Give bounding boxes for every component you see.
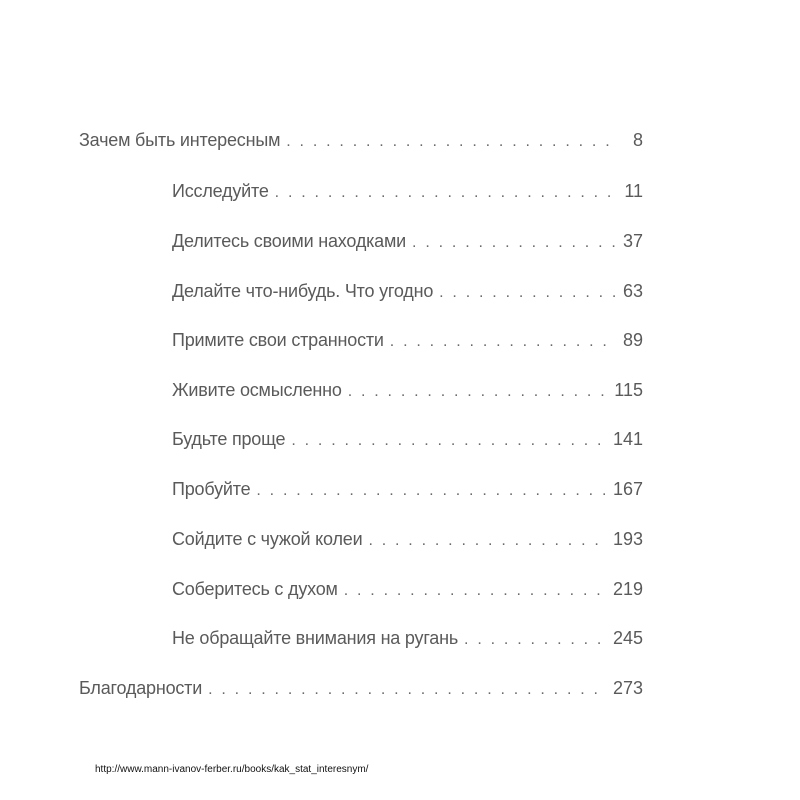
toc-entry-title: Живите осмысленно — [172, 380, 342, 400]
toc-entry — [172, 226, 643, 256]
toc-entry-page: 273 — [612, 678, 643, 698]
dot-leader — [464, 625, 607, 655]
toc-entry-page: 193 — [612, 529, 643, 549]
dot-leader — [439, 278, 615, 308]
toc-entry-page: 11 — [624, 181, 643, 201]
dot-leader — [291, 426, 607, 456]
toc-entry-page: 8 — [632, 130, 643, 150]
toc-entry-title: Будьте проще — [172, 429, 286, 449]
dot-leader — [412, 228, 615, 258]
toc-entry — [172, 623, 643, 653]
toc-entry-page: 115 — [614, 380, 643, 400]
dot-leader — [368, 526, 607, 556]
toc-entry-title: Зачем быть интересным — [79, 130, 281, 150]
toc-entry — [79, 125, 643, 155]
toc-entry-title: Примите свои странности — [172, 330, 384, 350]
toc-entry — [172, 276, 643, 306]
dot-leader — [348, 377, 609, 407]
toc-entry-title: Делайте что-нибудь. Что угодно — [172, 281, 434, 301]
toc-entry-title: Не обращайте внимания на ругань — [172, 628, 459, 648]
toc-entry-page: 245 — [612, 628, 643, 648]
toc-entry-page: 37 — [622, 231, 643, 251]
toc-entry-title: Пробуйте — [172, 479, 251, 499]
dot-leader — [344, 576, 607, 606]
toc-entry-title: Сойдите с чужой колеи — [172, 529, 363, 549]
dot-leader — [390, 327, 615, 357]
toc-entry-page: 63 — [622, 281, 643, 301]
toc-entry-title: Соберитесь с духом — [172, 579, 338, 599]
toc-entry — [172, 574, 643, 604]
toc-entry-title: Исследуйте — [172, 181, 269, 201]
toc-entry-page: 89 — [622, 330, 643, 350]
toc-entry-page: 141 — [612, 429, 643, 449]
toc-entry — [172, 524, 643, 554]
toc-entry — [172, 176, 643, 206]
toc-entry — [172, 424, 643, 454]
dot-leader — [286, 127, 615, 157]
dot-leader — [275, 178, 615, 208]
toc-entry — [172, 474, 643, 504]
toc-entry — [172, 375, 643, 405]
dot-leader — [256, 476, 607, 506]
dot-leader — [208, 675, 607, 705]
toc-entry-title: Благодарности — [79, 678, 203, 698]
toc-entry-page: 219 — [612, 579, 643, 599]
toc-entry-page: 167 — [612, 479, 643, 499]
toc-entry — [172, 325, 643, 355]
toc-entry-title: Делитесь своими находками — [172, 231, 407, 251]
source-url: http://www.mann-ivanov-ferber.ru/books/kak_stat_interesnym/ — [95, 764, 369, 775]
toc-entry — [79, 673, 643, 703]
